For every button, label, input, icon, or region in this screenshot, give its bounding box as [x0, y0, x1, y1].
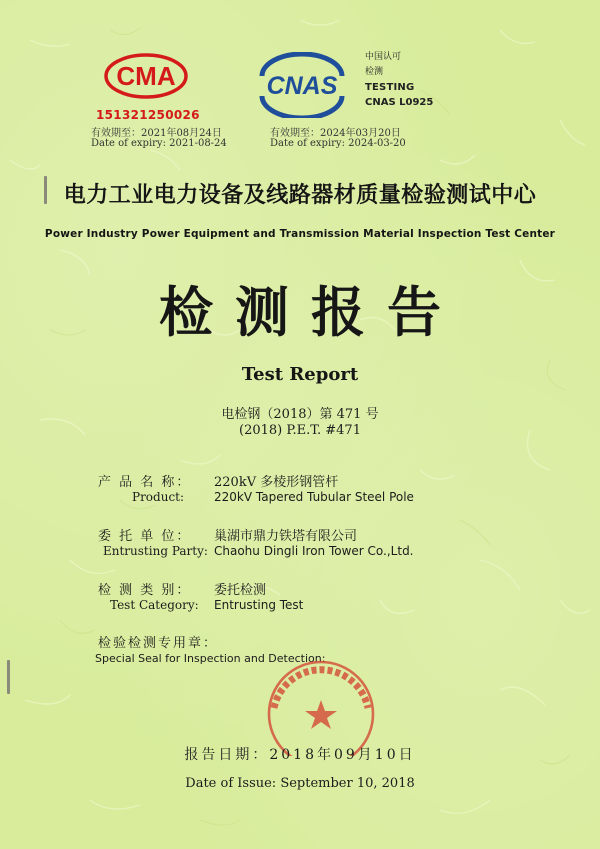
staple-bottom — [7, 660, 10, 694]
red-inspection-seal — [252, 656, 390, 756]
report-number-en: (2018) P.E.T. #471 — [239, 423, 361, 438]
cma-logo-text: CMA — [116, 61, 176, 91]
category-value-en: Entrusting Test — [214, 598, 304, 612]
cma-expiry-en: Date of expiry: 2021-08-24 — [91, 138, 227, 149]
report-number-cn: 电检钢（2018）第 471 号 — [221, 407, 379, 422]
product-value-en: 220kV Tapered Tubular Steel Pole — [214, 490, 414, 504]
center-name-en: Power Industry Power Equipment and Transmission Material Inspection Test Center — [44, 228, 556, 240]
seal-label-cn: 检验检测专用章： — [98, 636, 219, 651]
entrusting-value-en: Chaohu Dingli Iron Tower Co.,Ltd. — [214, 544, 414, 558]
cma-certificate-number: 151321250026 — [96, 108, 200, 122]
category-value-cn: 委托检测 — [214, 583, 267, 598]
cnas-accreditation-block — [365, 50, 433, 110]
product-value-cn: 220kV 多棱形钢管杆 — [214, 475, 339, 490]
cnas-logo-text: CNAS — [266, 72, 338, 100]
cnas-line-1: 中国认可 — [365, 52, 402, 62]
report-title-en: Test Report — [241, 364, 359, 385]
entrusting-label-en: Entrusting Party: — [103, 544, 208, 558]
entrusting-value-cn: 巢湖市鼎力铁塔有限公司 — [214, 529, 358, 544]
cnas-line-3: TESTING — [365, 82, 415, 93]
product-label-en: Product: — [132, 490, 185, 504]
seal-label-en: Special Seal for Inspection and Detection: — [95, 652, 326, 665]
cma-logo — [104, 52, 188, 100]
report-title-cn: 检测报告 — [159, 280, 463, 344]
cnas-line-2: 检测 — [365, 67, 384, 77]
cnas-expiry-cn: 有效期至：2024年03月20日 — [270, 128, 401, 139]
category-label-cn: 检 测 类 别： — [98, 583, 192, 598]
cnas-logo — [252, 52, 352, 118]
entrusting-label-cn: 委 托 单 位： — [98, 529, 192, 544]
center-name-cn: 电力工业电力设备及线路器材质量检验测试中心 — [63, 183, 537, 208]
cma-expiry-cn: 有效期至：2021年08月24日 — [91, 128, 222, 139]
issue-date-cn: 报告日期：2018年09月10日 — [184, 747, 416, 763]
cnas-line-4: CNAS L0925 — [365, 97, 434, 108]
issue-date-en: Date of Issue: September 10, 2018 — [185, 776, 415, 791]
cnas-expiry-en: Date of expiry: 2024-03-20 — [270, 138, 406, 149]
product-label-cn: 产 品 名 称： — [98, 475, 192, 490]
category-label-en: Test Category: — [110, 598, 199, 612]
